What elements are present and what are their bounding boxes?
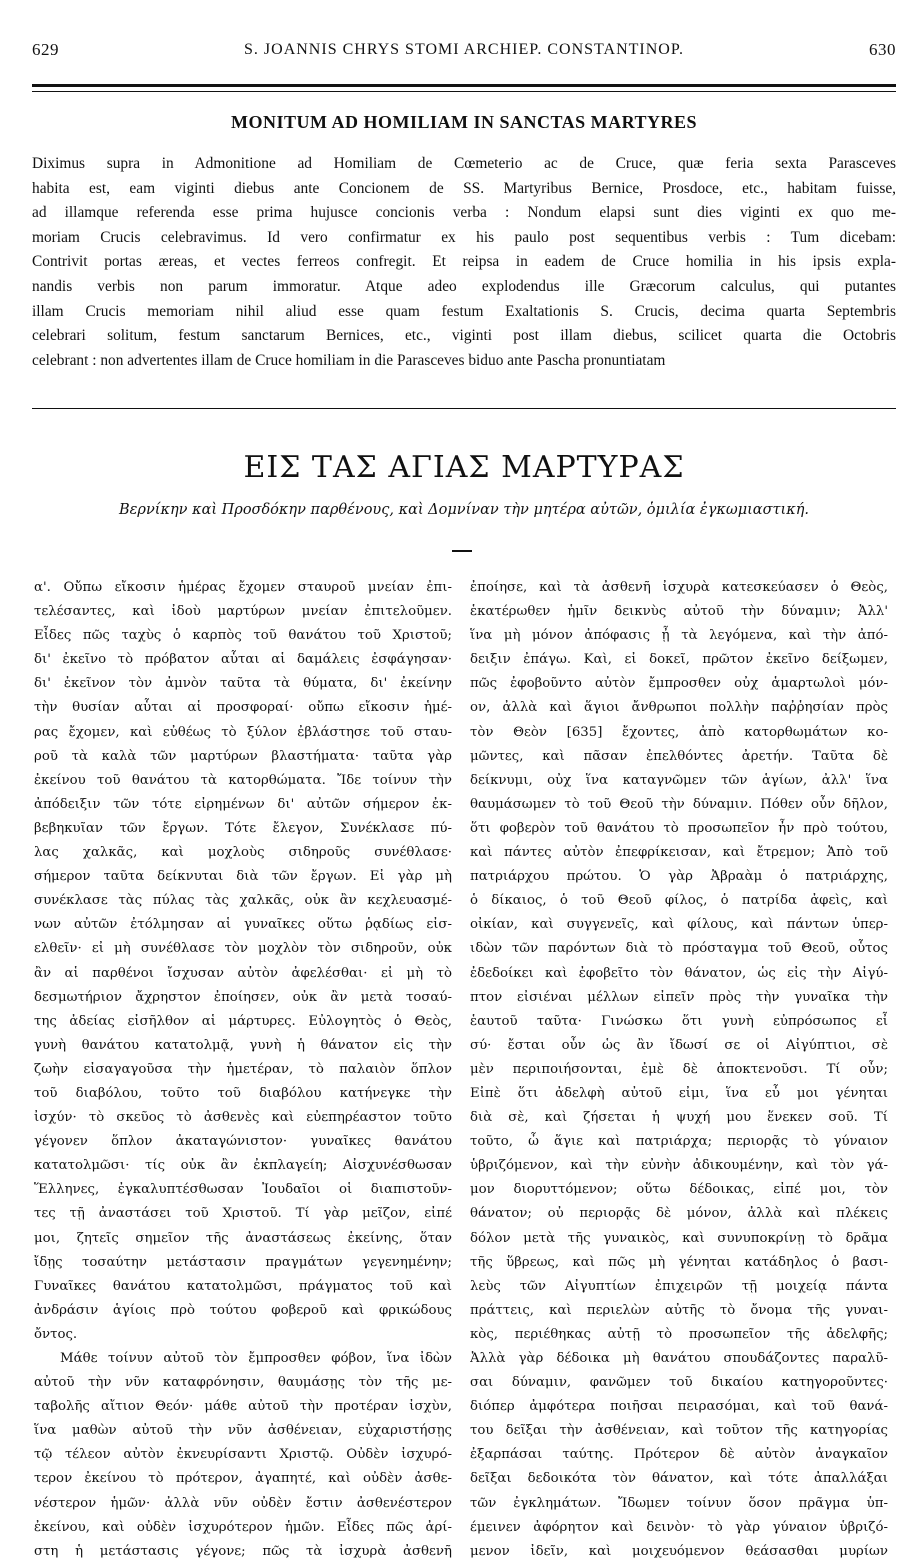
text-line: λεὺς τῶν Αἰγυπτίων ἐπιχειρῶν τῇ μοιχείᾳ πάντα bbox=[470, 1278, 888, 1294]
text-line: δείκνυμι, οὐχ ἵνα καταγνῶμεν τῶν ἁγίων, ἀλλ' ἵνα bbox=[470, 772, 888, 788]
text-line: συνέκλασε τὰς πύλας τὰς χαλκᾶς, οὐκ ἂν κεχλευασμέ- bbox=[34, 893, 452, 909]
text-line: τερον ἐκείνου τὸ πρότερον, ἀγαπητέ, καὶ οὐδὲν ἀσθε- bbox=[34, 1471, 452, 1487]
text-line: λας χαλκᾶς, καὶ μοχλοὺς σιδηροῦς συνέθλασε· bbox=[34, 845, 452, 861]
text-line: του δεῖξαι τὴν ἀσθένειαν, καὶ τοῦτον τῆς κατηγορίας bbox=[470, 1423, 888, 1439]
text-line: ὅτι φοβερὸν τοῦ θανάτου τὸ προσωπεῖον ἦν πρὸ τούτου, bbox=[470, 820, 888, 836]
text-line: μὲν περιποιήσονται, ἐμὲ δὲ ἀποκτενοῦσι. Τί οὖν; bbox=[470, 1061, 888, 1077]
text-line: σαι δύναμιν, φανῶμεν τοῦ δικαίου κατηγοροῦντες· bbox=[470, 1375, 888, 1391]
text-line: ἐδεδοίκει καὶ ἐφοβεῖτο τὸν θάνατον, ὡς εἰς τὴν Αἰγύ- bbox=[470, 965, 888, 981]
header-rule bbox=[32, 84, 896, 92]
text-line: τοῦτο, ὦ ἅγιε καὶ πατριάρχα; περιορᾷς τὸ γύναιον bbox=[470, 1134, 888, 1150]
text-line: ἐποίησε, καὶ τὰ ἀσθενῆ ἰσχυρὰ κατεσκεύασεν ὁ Θεὸς, bbox=[470, 580, 888, 595]
text-line: Εἰπὲ ὅτι ἀδελφὴ αὐτοῦ εἰμι, ἵνα εὖ μοι γένηται bbox=[470, 1085, 888, 1101]
text-line: οἰκίαν, καὶ συγγενεῖς, καὶ φίλους, καὶ πάντων ὑπερ- bbox=[470, 917, 888, 933]
left-column bbox=[34, 576, 452, 1564]
monitum-line: illam Crucis memoriam nihil aliud esse quam festum Exaltationis S. Crucis, decima quarta Septembris bbox=[32, 302, 896, 320]
page-number-left: 629 bbox=[32, 40, 59, 59]
text-line: α'. Οὔπω εἴκοσιν ἡμέρας ἔχομεν σταυροῦ μνείαν ἐπι- bbox=[34, 580, 452, 595]
text-line: αὐτοῦ τὴν νῦν καταφρόνησιν, θαυμάσῃς τὸν τῆς με- bbox=[34, 1375, 452, 1391]
text-line: καὶ πάντες αὐτὸν ἐπεφρίκεισαν, καὶ ἔτρεμον; Ἀπὸ τοῦ bbox=[470, 845, 888, 861]
text-line: δι' ἐκεῖνο τὸ πρόβατον αὗται αἱ δαμάλεις ἐσφάγησαν· bbox=[34, 652, 452, 668]
text-line: νων αὐτῶν ἐτόλμησαν αἱ γυναῖκες οὕτω ῥᾳδίως εἰσ- bbox=[34, 917, 452, 933]
section-divider bbox=[32, 408, 896, 409]
monitum-line: ad illamque referenda esse prima hujusce concionis verba : Nondum elapsi sunt dies viginti ex quo me- bbox=[32, 204, 896, 222]
text-line: τὴν θυσίαν αὗται αἱ προσφοραί· οὔπω εἴκοσιν ἡμέ- bbox=[34, 700, 452, 716]
text-line: τὸν Θεὸν [635] ἔχοντες, ἀπὸ κατορθωμάτων κο- bbox=[470, 724, 888, 740]
monitum-line: moriam Crucis celebravimus. Id vero confirmatur ex his paulo post sequentibus verbis : Tum dicebam: bbox=[32, 228, 896, 246]
text-line: τῷ τέλεον αὐτὸν ἐκνευρίσαντι Χριστῷ. Οὐδὲν ἰσχυρό- bbox=[34, 1447, 452, 1463]
text-line: γυνὴ θανάτου κατατολμᾷ, γυνὴ ἡ θάνατον εἰς τὴν bbox=[34, 1037, 452, 1053]
text-line: τελέσαντες, καὶ ἰδοὺ μαρτύρων μνείαν ἐπιτελοῦμεν. bbox=[34, 604, 452, 620]
page-number-right: 630 bbox=[868, 40, 896, 59]
title-dash bbox=[452, 550, 472, 552]
text-line: ἴδῃς τοσαύτην μετάστασιν πραγμάτων γεγενημένην; bbox=[34, 1254, 452, 1270]
monitum-title: MONITUM AD HOMILIAM IN SANCTAS MARTYRES bbox=[230, 112, 698, 132]
text-line: τες τῇ ἀναστάσει τοῦ Χριστοῦ. Τί γὰρ μεῖζον, εἰπέ bbox=[34, 1206, 452, 1222]
right-column bbox=[470, 576, 888, 1564]
text-line: σύ· ἔσται οὖν ὡς ἂν ἴδωσί σε οἱ Αἰγύπτιοι, σὲ bbox=[470, 1037, 888, 1053]
text-line: τῆς ὕβρεως, καὶ πῶς μὴ γένηται κατάδηλος ὁ βασι- bbox=[470, 1254, 888, 1270]
running-title: S. JOANNIS CHRYS STOMI ARCHIEP. CONSTANTINOP. bbox=[244, 41, 684, 58]
text-line: ρας ἔχομεν, καὶ εὐθέως τὸ ξύλον ἐβλάστησε τοῦ σταυ- bbox=[34, 724, 452, 740]
text-line: ελθεῖν· εἰ μὴ συνέθλασε τὸν μοχλὸν τὸν σιδηροῦν, οὐκ bbox=[34, 941, 452, 957]
text-line: κὸς, περιέθηκας αὐτῇ τὸ προσωπεῖον τῆς ἀδελφῆς; bbox=[470, 1326, 888, 1342]
monitum-line: Contrivit portas æreas, et vectes ferreos confregit. Et reipsa in eadem de Cruce homilia in his ipsis expla- bbox=[32, 253, 896, 271]
text-line: κατατολμῶσι· τίς οὐκ ἂν ἐκπλαγείη; Αἰσχυνέσθωσαν bbox=[34, 1158, 452, 1174]
text-line: ἀπόδειξιν τῶν τότε εἰρημένων δι' αὐτῶν σήμερον ἐκ- bbox=[34, 796, 452, 812]
text-line: ὁ δίκαιος, ὁ τοῦ Θεοῦ φίλος, ὁ πατρίδα ἀφεὶς, καὶ bbox=[470, 893, 888, 909]
text-line: μῶντες, καὶ πᾶσαν ἐπελθόντες ἀρετήν. Ταῦτα δὲ bbox=[470, 748, 888, 764]
monitum-line: nandis verbis non parum immoratur. Atque adeo explodendus ille Græcorum calculus, qui putantes bbox=[32, 277, 896, 295]
text-line: μον διορυττόμενον; οὕτω δέδοικας, εἰπέ μοι, τὸν bbox=[470, 1182, 888, 1198]
text-line: της ἀδείας εἰσῆλθον αἱ μάρτυρες. Εὐλογητὸς ὁ Θεὸς, bbox=[34, 1013, 452, 1029]
page-header bbox=[32, 34, 896, 66]
text-line: ἑκατέρωθεν ἡμῖν δεικνὺς αὐτοῦ τὴν δύναμιν; Ἀλλ' bbox=[470, 604, 888, 620]
text-line: ταβολῆς αἴτιον Θεόν· μάθε αὐτοῦ τὴν προτέραν ἰσχὺν, bbox=[34, 1399, 452, 1415]
monitum-line: habita est, eam viginti diebus ante Concionem de SS. Martyribus Bernice, Prosdoce, etc., habitam fuisse, bbox=[32, 179, 896, 197]
text-line: ἰσχύν· τὸ σκεῦος τὸ ἀσθενὲς καὶ εὐεπηρέαστον τοῦτο bbox=[34, 1110, 452, 1126]
text-line: νέστερον ἡμῶν· ἀλλὰ νῦν οὐδὲν ἔστιν ἀσθενέστερον bbox=[34, 1495, 452, 1511]
text-line: Μάθε τοίνυν αὐτοῦ τὸν ἔμπροσθεν φόβον, ἵνα ἰδὼν bbox=[60, 1351, 452, 1366]
text-line: δόλον μετὰ τῆς γυναικὸς, καὶ συνυποκρίνῃ τὸ δρᾶμα bbox=[470, 1230, 888, 1246]
text-line: ἀνδράσιν ἁγίοις πρὸ τούτου φοβεροῦ καὶ φρικώδους bbox=[34, 1302, 452, 1318]
text-line: δεσμωτήριον ἄχρηστον ἐποίησεν, οὐκ ἂν μετὰ τοσαύ- bbox=[34, 989, 452, 1005]
text-line: ζωὴν εἰσαγαγοῦσα τὴν ἡμετέραν, τὸ παλαιὸν ὅπλον bbox=[34, 1061, 452, 1077]
text-line: ἵνα μαθὼν αὐτοῦ τὴν νῦν ἀσθένειαν, εὐχαριστήσῃς bbox=[34, 1423, 452, 1439]
text-line: μενον ἰδεῖν, καὶ μοιχευόμενον θεάσασθαι μυρίων bbox=[470, 1543, 888, 1559]
text-line: ιδὼν τῶν παρόντων διὰ τὸ πρόσταγμα τοῦ Θεοῦ, οὗτος bbox=[470, 941, 888, 957]
text-line: Ἕλληνες, ἐγκαλυπτέσθωσαν Ἰουδαῖοι οἱ διαπιστοῦν- bbox=[34, 1182, 452, 1198]
text-line: γέγονεν ὅπλον ἀκαταγώνιστον· γυναῖκες θανάτου bbox=[34, 1134, 452, 1150]
text-line: τῶν ἐγκλημάτων. Ἴδωμεν τοίνυν ὅσον πρᾶγμα ὑπ- bbox=[470, 1495, 888, 1511]
text-line: μοι, ζητεῖς σημεῖον τῆς ἀναστάσεως ἐκείνης, ὅταν bbox=[34, 1230, 452, 1246]
homily-title: ΕΙΣ ΤΑΣ ΑΓΙΑΣ ΜΑΡΤΥΡΑΣ bbox=[243, 450, 685, 485]
text-line: πατριάρχου πρώτου. Ὁ γὰρ Ἀβραὰμ ὁ πατριάρχης, bbox=[470, 869, 888, 885]
text-line: ον, ἀλλὰ καὶ ἅγιοι ἄνθρωποι πολλὴν παῤῥησίαν πρὸς bbox=[470, 700, 888, 716]
text-line: δεῖξαι δεδοικότα τὸν θάνατον, καὶ τότε ἀπαλλάξαι bbox=[470, 1471, 888, 1487]
text-line: Ἀλλὰ γὰρ δέδοικα μὴ θανάτου σπουδάζοντες παραλῦ- bbox=[470, 1351, 888, 1366]
text-line: ἐκείνου τοῦ θανάτου τὰ κατορθώματα. Ἴδε τοίνυν τὴν bbox=[34, 772, 452, 788]
text-line: ἐκείνου, καὶ οὐδὲν ἰσχυρότερον ἡμῶν. Εἶδες πῶς ἀρί- bbox=[34, 1519, 452, 1535]
monitum-line: Diximus supra in Admonitione ad Homiliam de Cœmeterio ac de Cruce, quæ feria sexta Parasceves bbox=[32, 155, 896, 172]
text-line: τοῦ διαβόλου, τοῦτο τοῦ διαβόλου κατήνεγκε τὴν bbox=[34, 1085, 452, 1101]
text-line: ὑβριζόμενον, καὶ τὴν εὐνὴν ἀδικουμένην, καὶ τὸν γά- bbox=[470, 1158, 888, 1174]
text-line: ἂν αἱ παρθένοι ἴσχυσαν αὐτὸν ἀφελέσθαι· εἰ μὴ τὸ bbox=[34, 965, 452, 981]
text-line: έμεινεν ἀφόρητον καὶ δεινὸν· τὸ γὰρ γύναιον ὑβριζό- bbox=[470, 1519, 888, 1535]
text-line: ἑαυτοῦ ταῦτα· Γινώσκω ὅτι γυνὴ εὐπρόσωπος εἶ bbox=[470, 1013, 888, 1029]
text-line: δι' ἐκεῖνον τὸν ἀμνὸν ταῦτα τὰ θύματα, δι' ἐκείνην bbox=[34, 676, 452, 692]
text-line: δειξιν ἐπάγω. Καὶ, εἰ δοκεῖ, πρῶτον ἐκεῖνο δείξωμεν, bbox=[470, 652, 888, 668]
text-line: σήμερον ταῦτα δείκνυται διὰ τῶν ἔργων. Εἰ γὰρ μὴ bbox=[34, 869, 452, 885]
text-line: πτον εἰσιέναι μέλλων εἰπεῖν πρὸς τὴν γυναῖκα τὴν bbox=[470, 989, 888, 1005]
text-line: πῶς ἐφοβοῦντο αὐτὸν ἔμπροσθεν οὐχ ἁμαρτωλοὶ μόν- bbox=[470, 676, 888, 692]
homily-subtitle: Βερνίκην καὶ Προσδόκην παρθένους, καὶ Δομνίναν τὴν μητέρα αὐτῶν, ὁμιλία ἐγκωμιαστική. bbox=[118, 502, 810, 518]
text-line: βεβηκυῖαν τῶν ἔργων. Τότε ἔλεγον, Συνέκλασε πύ- bbox=[34, 820, 452, 836]
monitum-line: celebrant : non advertentes illam de Cruce homiliam in die Parasceves biduo ante Pascha pronuntiatam bbox=[32, 351, 666, 369]
text-line: θάνατον; οὐ περιορᾷς δὲ μόνον, ἀλλὰ καὶ πλέκεις bbox=[470, 1206, 888, 1222]
text-line: ἵνα μὴ μόνον ἀπόφασις ᾖ τὰ λεγόμενα, καὶ τὴν ἀπό- bbox=[470, 628, 888, 644]
text-line: πράττεις, καὶ περιελὼν αὐτῆς τὸ ὄνομα τῆς γυναι- bbox=[470, 1302, 888, 1318]
text-line: θαυμάσωμεν τὸ τοῦ Θεοῦ τὴν δύναμιν. Πόθεν οὖν δῆλον, bbox=[470, 796, 888, 812]
text-line: στη ἡ μετάστασις γέγονε; πῶς τὰ ἰσχυρὰ ἀσθενῆ bbox=[34, 1543, 452, 1559]
monitum-line: celebrari solitum, festum sanctarum Bernices, etc., viginti post illam diebus, scilicet quarta die Octobris bbox=[32, 327, 896, 345]
text-line: Εἶδες πῶς ταχὺς ὁ καρπὸς τοῦ θανάτου τοῦ Χριστοῦ; bbox=[34, 628, 452, 644]
monitum-body bbox=[32, 152, 896, 373]
text-line: ροῦ τὰ καλὰ τῶν μαρτύρων βλαστήματα· ταῦτα γὰρ bbox=[34, 748, 452, 764]
text-line: Γυναῖκες θανάτου κατατολμῶσι, πράγματος τοῦ καὶ bbox=[34, 1278, 452, 1294]
text-line: ἐξαρπάσαι ταύτης. Πρότερον δὲ αὐτὸν ἀναγκαῖον bbox=[470, 1447, 888, 1463]
text-line: διὰ σὲ, καὶ ζήσεται ἡ ψυχή μου ἕνεκεν σοῦ. Τί bbox=[470, 1110, 888, 1126]
text-line: ὄντος. bbox=[34, 1326, 78, 1342]
text-line: διόπερ ἀμφότερα ποιῆσαι πειρασόμαι, καὶ τοῦ θανά- bbox=[470, 1399, 888, 1415]
